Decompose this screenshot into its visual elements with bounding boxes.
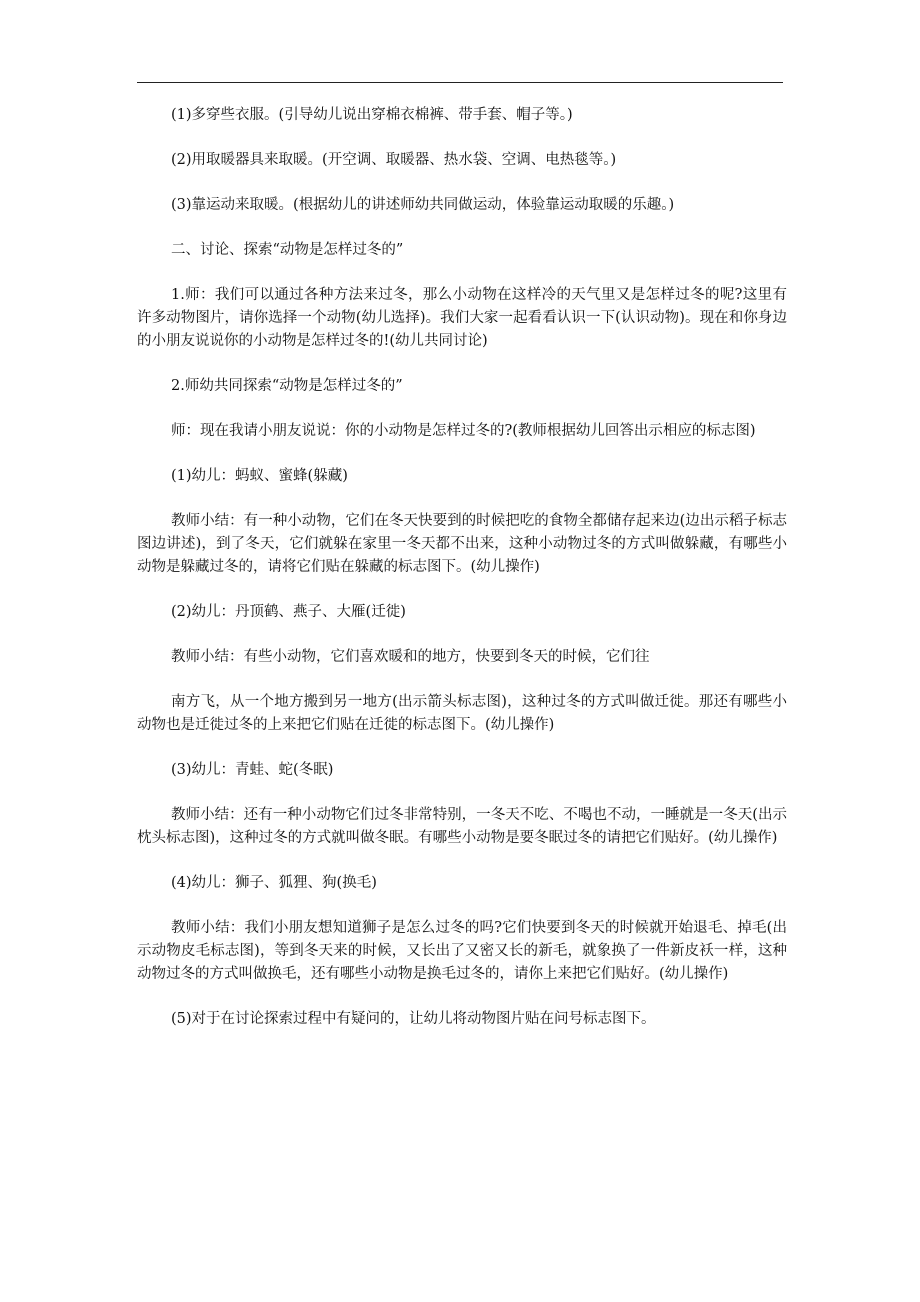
paragraph-11: 教师小结：有些小动物，它们喜欢暖和的地方，快要到冬天的时候，它们往 (171, 649, 650, 665)
paragraph-17: (5)对于在讨论探索过程中有疑问的，让幼儿将动物图片贴在问号标志图下。 (171, 1011, 656, 1027)
header-rule (137, 82, 783, 83)
paragraph-7: 师：现在我请小朋友说说：你的小动物是怎样过冬的?(教师根据幼儿回答出示相应的标志图) (171, 423, 756, 439)
paragraph-2: (2)用取暖器具来取暖。(开空调、取暖器、热水袋、空调、电热毯等。) (171, 152, 617, 168)
paragraph-15: (4)幼儿：狮子、狐狸、狗(换毛) (171, 875, 377, 891)
paragraph-6: 2.师幼共同探索“动物是怎样过冬的” (171, 378, 403, 394)
paragraph-16: 教师小结：我们小朋友想知道狮子是怎么过冬的吗?它们快要到冬天的时候就开始退毛、掉毛(出示动物皮毛标志图)，等到冬天来的时候，又长出了又密又长的新毛，就象换了一件新皮袄一样，这种动物过冬的方式叫做换毛，还有哪些小动物是换毛过冬的，请你上来把它们贴好。(幼儿操作) (137, 920, 787, 982)
paragraph-9: 教师小结：有一种小动物，它们在冬天快要到的时候把吃的食物全都储存起来边(边出示稻子标志图边讲述)，到了冬天，它们就躲在家里一冬天都不出来，这种小动物过冬的方式叫做躲藏，有哪些小动物是躲藏过冬的，请将它们贴在躲藏的标志图下。(幼儿操作) (137, 513, 787, 575)
paragraph-8: (1)幼儿：蚂蚁、蜜蜂(躲藏) (171, 468, 348, 484)
paragraph-10: (2)幼儿：丹顶鹤、燕子、大雁(迁徙) (171, 604, 406, 620)
paragraph-1: (1)多穿些衣服。(引导幼儿说出穿棉衣棉裤、带手套、帽子等。) (171, 107, 573, 123)
paragraph-14: 教师小结：还有一种小动物它们过冬非常特别，一冬天不吃、不喝也不动，一睡就是一冬天(出示枕头标志图)，这种过冬的方式就叫做冬眠。有哪些小动物是要冬眠过冬的请把它们贴好。(幼儿操作) (137, 807, 787, 846)
document-body (137, 104, 787, 1053)
paragraph-13: (3)幼儿：青蛙、蛇(冬眠) (171, 762, 334, 778)
paragraph-3: (3)靠运动来取暖。(根据幼儿的讲述师幼共同做运动，体验靠运动取暖的乐趣。) (171, 197, 675, 213)
paragraph-12: 南方飞，从一个地方搬到另一地方(出示箭头标志图)，这种过冬的方式叫做迁徙。那还有哪些小动物也是迁徙过冬的上来把它们贴在迁徙的标志图下。(幼儿操作) (137, 694, 787, 733)
paragraph-5: 1.师：我们可以通过各种方法来过冬，那么小动物在这样冷的天气里又是怎样过冬的呢?这里有许多动物图片，请你选择一个动物(幼儿选择)。我们大家一起看看认识一下(认识动物)。现在和你身边的小朋友说说你的小动物是怎样过冬的!(幼儿共同讨论) (137, 287, 787, 349)
section-heading: 二、讨论、探索“动物是怎样过冬的” (171, 242, 404, 258)
